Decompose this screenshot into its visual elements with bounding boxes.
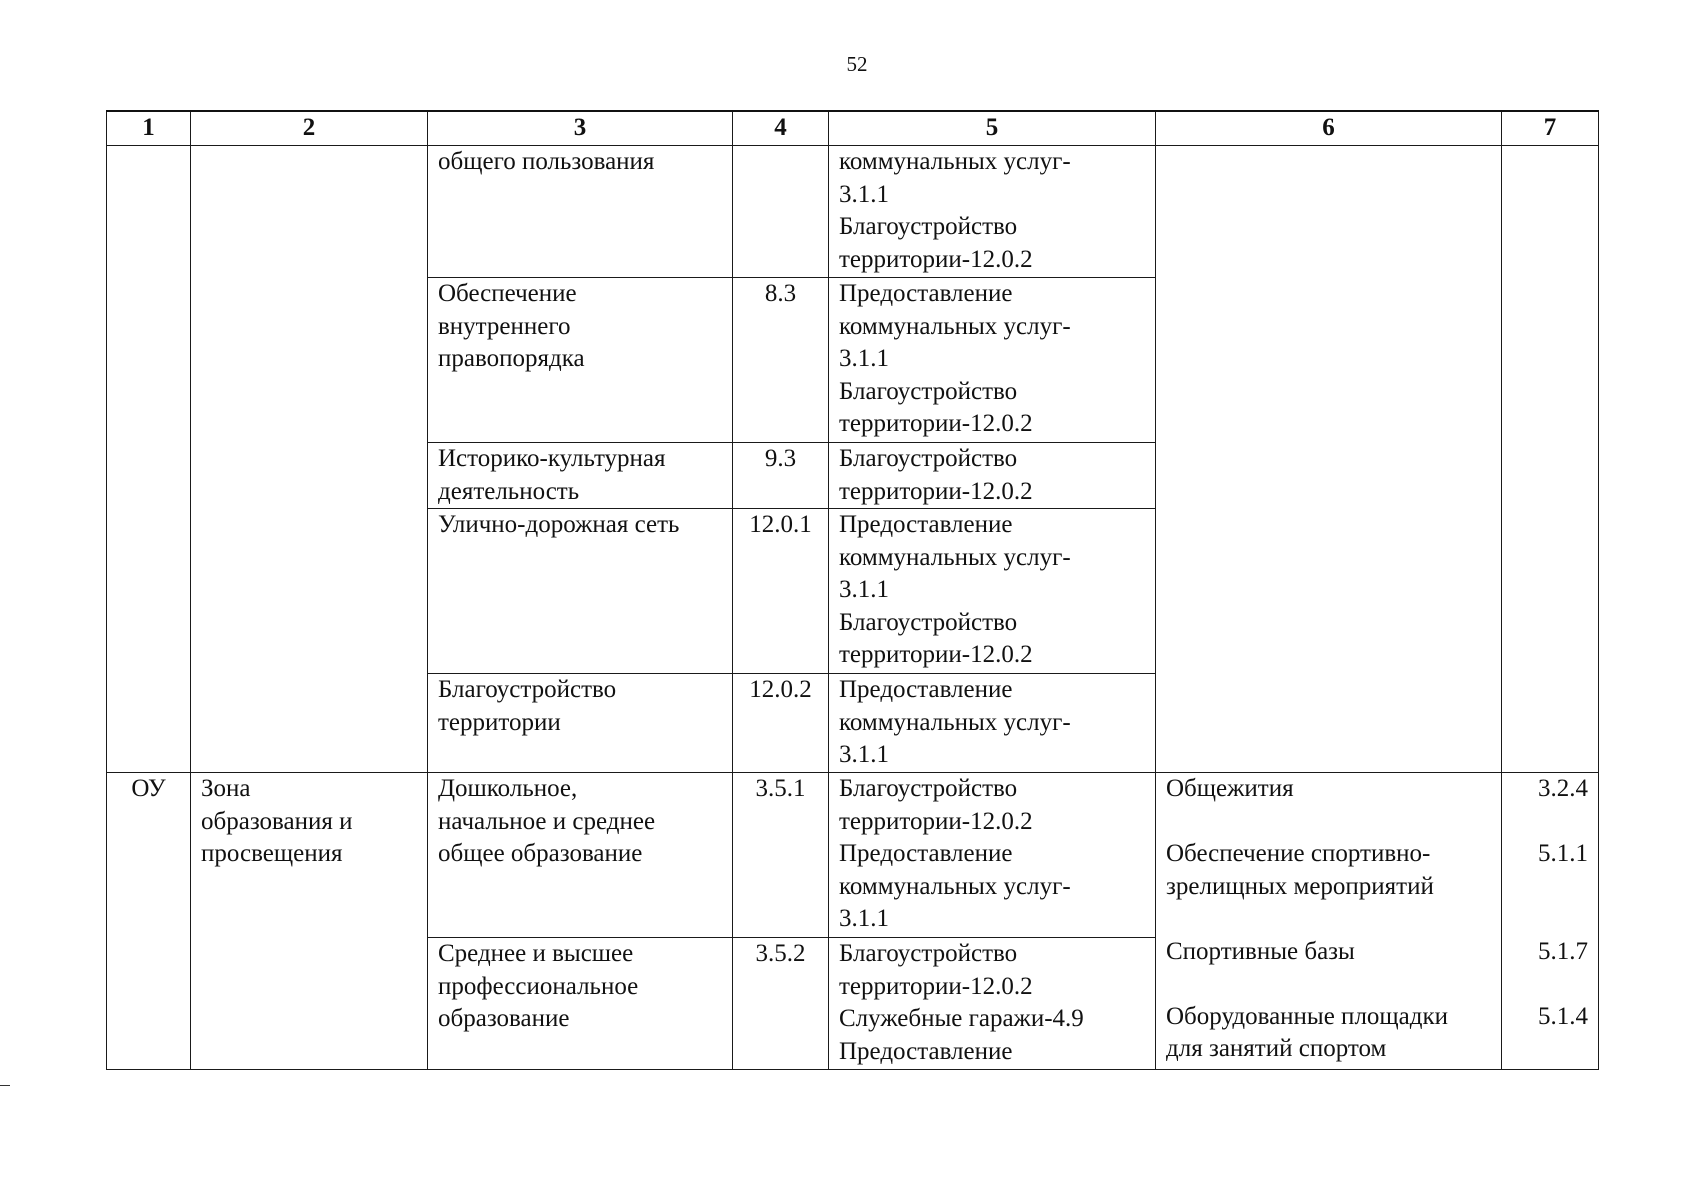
aux-use-line: Служебные гаражи-4.9 (839, 1005, 1084, 1032)
col-header-3: 3 (428, 111, 733, 146)
col-header-5: 5 (829, 111, 1156, 146)
aux-use-line: территории-12.0.2 (839, 641, 1033, 668)
conditional-code: 5.1.7 (1538, 937, 1588, 965)
spacer (1512, 806, 1588, 839)
aux-use-line: территории-12.0.2 (839, 245, 1033, 273)
aux-use-cell (829, 278, 1156, 443)
header-row (107, 111, 1599, 146)
aux-use-line: территории-12.0.2 (839, 477, 1033, 505)
use-type-line: Благоустройство (438, 676, 617, 703)
aux-use-line: Благоустройство (839, 608, 1018, 636)
aux-use-line: Благоустройство (839, 445, 1018, 472)
conditional-use-line: Общежития (1166, 775, 1294, 802)
aux-use-line: территории-12.0.2 (839, 410, 1033, 437)
zone-name-cell (191, 773, 428, 1070)
spacer (1166, 968, 1491, 1001)
use-type-line: общего пользования (438, 148, 655, 175)
conditional-code-cell (1502, 773, 1599, 1070)
table-row (107, 146, 1599, 278)
aux-use-line: 3.1.1 (839, 905, 889, 932)
use-type-cell (428, 938, 733, 1070)
aux-use-line: 3.1.1 (839, 741, 889, 768)
spacer (1512, 903, 1588, 936)
use-type-cell (428, 278, 733, 443)
use-type-cell (428, 443, 733, 509)
aux-use-line: Благоустройство (839, 940, 1018, 967)
aux-use-line: территории-12.0.2 (839, 972, 1033, 1000)
use-type-line: Среднее и высшее (438, 940, 634, 967)
col-header-1: 1 (107, 111, 191, 146)
zone-name-line: просвещения (201, 840, 343, 867)
aux-use-line: 3.1.1 (839, 180, 889, 208)
use-code-cell: 3.5.2 (733, 938, 829, 1070)
aux-use-cell (829, 146, 1156, 278)
aux-use-cell (829, 773, 1156, 938)
conditional-use-line: Обеспечение спортивно- (1166, 840, 1431, 867)
aux-use-cell (829, 443, 1156, 509)
aux-use-line: Предоставление (839, 280, 1013, 307)
col-header-2: 2 (191, 111, 428, 146)
use-code-cell: 12.0.1 (733, 509, 829, 674)
use-type-line: Обеспечение (438, 280, 577, 307)
aux-use-line: коммунальных услуг- (839, 708, 1071, 736)
conditional-use-line: Спортивные базы (1166, 937, 1355, 965)
spacer (1512, 871, 1588, 904)
use-type-cell (428, 509, 733, 674)
aux-use-line: Благоустройство (839, 213, 1018, 240)
use-type-line: территории (438, 708, 561, 736)
spacer (1166, 806, 1491, 839)
col-header-7: 7 (1502, 111, 1599, 146)
use-type-line: деятельность (438, 477, 580, 505)
page-number: 52 (846, 52, 868, 76)
col-header-6: 6 (1156, 111, 1502, 146)
zone-name-line: Зона (201, 775, 251, 802)
use-type-cell (428, 773, 733, 938)
table-row (107, 773, 1599, 938)
aux-use-line: 3.1.1 (839, 576, 889, 603)
use-code-cell: 12.0.2 (733, 674, 829, 773)
use-type-line: начальное и среднее (438, 807, 656, 835)
aux-use-cell (829, 674, 1156, 773)
col-header-4: 4 (733, 111, 829, 146)
use-type-line: правопорядка (438, 345, 585, 372)
use-code-cell: 9.3 (733, 443, 829, 509)
zones-table (106, 110, 1599, 1070)
conditional-code: 5.1.4 (1538, 1002, 1588, 1030)
use-type-line: профессиональное (438, 972, 639, 1000)
conditional-use-line: зрелищных мероприятий (1166, 872, 1434, 900)
use-type-line: Улично-дорожная сеть (438, 511, 680, 538)
aux-use-line: коммунальных услуг- (839, 312, 1071, 340)
aux-use-cell (829, 509, 1156, 674)
aux-use-line: Благоустройство (839, 775, 1018, 802)
use-type-cell (428, 674, 733, 773)
conditional-code: 3.2.4 (1538, 775, 1588, 802)
use-type-line: Дошкольное, (438, 775, 578, 802)
zone-code-cell (107, 146, 191, 773)
aux-use-cell (829, 938, 1156, 1070)
scan-mark (0, 1085, 10, 1086)
aux-use-line: 3.1.1 (839, 345, 889, 372)
conditional-use-line: Оборудованные площадки (1166, 1002, 1449, 1030)
aux-use-line: коммунальных услуг- (839, 148, 1071, 175)
aux-use-line: коммунальных услуг- (839, 543, 1071, 571)
use-code-cell (733, 146, 829, 278)
aux-use-line: Предоставление (839, 676, 1013, 703)
conditional-use-line: для занятий спортом (1166, 1035, 1387, 1062)
conditional-code-cell (1502, 146, 1599, 773)
conditional-use-cell (1156, 146, 1502, 773)
use-type-line: внутреннего (438, 312, 571, 340)
use-code-cell: 3.5.1 (733, 773, 829, 938)
aux-use-line: коммунальных услуг- (839, 872, 1071, 900)
aux-use-line: Благоустройство (839, 377, 1018, 405)
conditional-use-cell (1156, 773, 1502, 1070)
use-type-cell (428, 146, 733, 278)
zone-name-line: образования и (201, 807, 353, 835)
aux-use-line: Предоставление (839, 840, 1013, 867)
conditional-code: 5.1.1 (1538, 840, 1588, 867)
use-type-line: Историко-культурная (438, 445, 666, 472)
use-type-line: образование (438, 1005, 570, 1032)
use-code-cell: 8.3 (733, 278, 829, 443)
aux-use-line: Предоставление (839, 1037, 1013, 1065)
zone-name-cell (191, 146, 428, 773)
zone-code-cell: ОУ (107, 773, 191, 1070)
spacer (1166, 903, 1491, 936)
spacer (1512, 968, 1588, 1001)
use-type-line: общее образование (438, 840, 643, 867)
aux-use-line: территории-12.0.2 (839, 807, 1033, 835)
aux-use-line: Предоставление (839, 511, 1013, 538)
